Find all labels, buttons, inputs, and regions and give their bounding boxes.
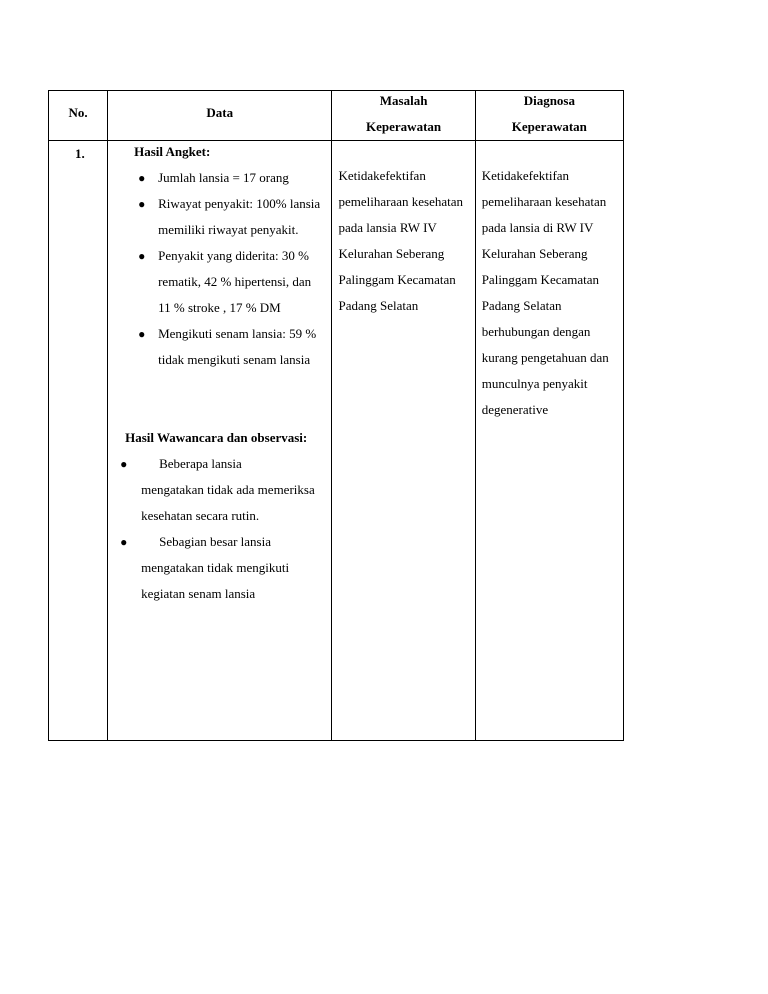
header-diagnosa-line2: Keperawatan (511, 119, 587, 134)
wawancara-section (108, 425, 331, 451)
list-item: ● Beberapa lansia mengatakan tidak ada memeriksa kesehatan secara rutin. (108, 451, 331, 529)
list-item: ● Mengikuti senam lansia: 59 % tidak mengikuti senam lansia (108, 321, 331, 373)
angket-title: Hasil Angket: (134, 144, 211, 159)
list-item: ● Riwayat penyakit: 100% lansia memiliki riwayat penyakit. (108, 191, 331, 243)
masalah-cell (332, 141, 475, 741)
row-number: 1. (49, 141, 108, 741)
assessment-table (48, 90, 624, 741)
angket-list (108, 165, 331, 373)
wawancara-list (108, 451, 331, 607)
header-masalah-keperawatan (332, 91, 475, 141)
diagnosa-text: Ketidakefektifan pemeliharaan kesehatan pada lansia di RW IV Kelurahan Seberang Palinggam Kecamatan Padang Selatan berhubungan dengan kurang pengetahuan dan munculnya penyakit degenerative (481, 168, 609, 417)
list-item: ● Jumlah lansia = 17 orang (108, 165, 331, 191)
header-data: Data (108, 91, 332, 141)
list-item: ● Penyakit yang diderita: 30 % rematik, 42 % hipertensi, dan 11 % stroke , 17 % DM (108, 243, 331, 321)
diagnosa-cell (475, 141, 623, 741)
masalah-text: Ketidakefektifan pemeliharaan kesehatan pada lansia RW IV Kelurahan Seberang Palinggam Kecamatan Padang Selatan (338, 168, 463, 313)
bullet-icon: ● (120, 535, 128, 549)
bullet-icon: ● (138, 249, 146, 263)
bullet-icon: ● (138, 197, 146, 211)
header-diagnosa-keperawatan (475, 91, 623, 141)
list-item: ● Sebagian besar lansia mengatakan tidak mengikuti kegiatan senam lansia (108, 529, 331, 607)
header-no: No. (49, 91, 108, 141)
table-row (49, 141, 624, 741)
header-diagnosa-line1: Diagnosa (523, 93, 575, 108)
wawancara-title: Hasil Wawancara dan observasi: (125, 430, 308, 445)
bullet-icon: ● (120, 457, 128, 471)
data-cell (108, 141, 332, 741)
bullet-icon: ● (138, 171, 146, 185)
header-row (49, 91, 624, 141)
header-masalah-line1: Masalah (379, 93, 428, 108)
bullet-icon: ● (138, 327, 146, 341)
header-masalah-line2: Keperawatan (366, 119, 442, 134)
